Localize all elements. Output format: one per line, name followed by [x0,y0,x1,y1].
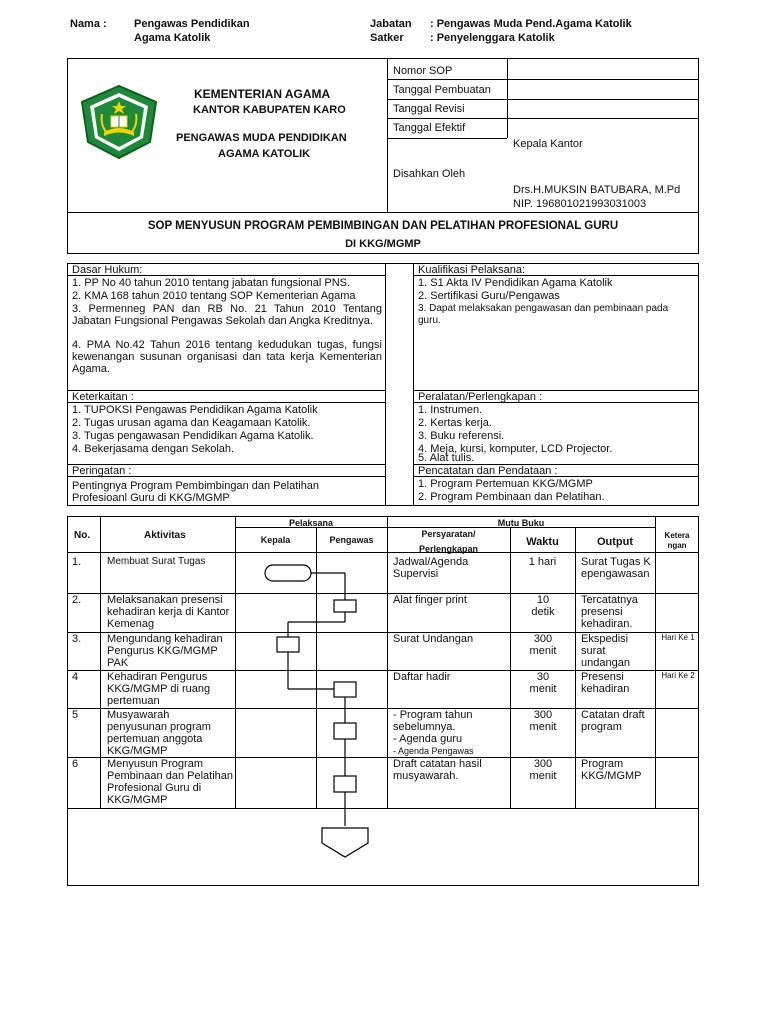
sop-title-line2: DI KKG/MGMP [345,238,421,250]
col-waktu-header: Waktu [526,536,559,548]
tanggal-efektif-label: Tanggal Efektif [393,122,466,134]
table-row-waktu: 300 menit [529,633,557,657]
satker-label: Satker [370,32,404,44]
table-row-persyaratan: - Agenda guru [393,733,463,745]
nomor-sop-label: Nomor SOP [393,65,453,77]
table-row-persyaratan: Surat Undangan [393,633,474,645]
col-aktivitas-header: Aktivitas [144,530,186,541]
peralatan-item: 1. Instrumen. [418,404,483,416]
tanggal-pembuatan-label: Tanggal Pembuatan [393,84,491,96]
col-kepala-header: Kepala [260,535,291,545]
kualifikasi-title: Kualifikasi Pelaksana: [418,264,526,276]
flowchart-process-box [277,637,299,652]
keterkaitan-item: 1. TUPOKSI Pengawas Pendidikan Agama Katolik [72,404,318,416]
table-row-aktivitas: Membuat Surat Tugas [107,556,206,567]
table-row-persyaratan: Daftar hadir [393,671,451,683]
pencatatan-item: 1. Program Pertemuan KKG/MGMP [418,478,593,490]
table-row-keterangan: Hari Ke 2 [661,671,695,680]
unit-line1: PENGAWAS MUDA PENDIDIKAN [176,132,347,144]
kualifikasi-item: 2. Sertifikasi Guru/Pengawas [418,290,560,302]
keterkaitan-item: 2. Tugas urusan agama dan Keagamaan Katolik. [72,417,311,429]
table-row-waktu: 1 hari [528,556,557,568]
table-row-persyaratan: - Agenda Pengawas [393,746,474,756]
keterkaitan-title: Keterkaitan : [72,391,134,403]
col-pengawas-header: Pengawas [329,535,374,545]
col-no-header: No. [74,530,91,541]
peralatan-item: 3. Buku referensi. [418,430,505,442]
flowchart-process-box [334,723,356,739]
satker-value: : Penyelenggara Katolik [430,32,555,44]
dasar-hukum-title: Dasar Hukum: [72,264,143,276]
table-row-aktivitas: Kehadiran Pengurus KKG/MGMP di ruang pertemuan [107,671,211,707]
kepala-kantor-label: Kepala Kantor [513,138,583,150]
table-row-output: Presensi kehadiran [581,671,630,695]
table-row-no: 2. [72,594,82,606]
table-row-aktivitas: Menyusun Program Pembinaan dan Pelatihan Profesional Guru di KKG/MGMP [107,758,233,806]
table-row-aktivitas: Melaksanakan presensi kehadiran kerja di Kantor Kemenag [107,594,230,630]
flowchart-process-box [334,600,356,612]
col-persyaratan-header-2: Perlengkapan [418,544,479,554]
table-row-output: Catatan draft program [581,709,645,733]
jabatan-label: Jabatan [370,18,412,30]
dasar-hukum-item: 4. PMA No.42 Tahun 2016 tentang kedudukan tugas, fungsi kewenangan susunan organisasi dan tata kerja Kementerian Agama. [72,339,382,375]
office-name: KANTOR KABUPATEN KARO [193,104,346,116]
table-row-persyaratan: - Program tahun sebelumnya. [393,709,473,733]
sop-title-line1: SOP MENYUSUN PROGRAM PEMBIMBINGAN DAN PELATIHAN PROFESIONAL GURU [147,220,619,232]
table-row-keterangan: Hari Ke 1 [661,633,695,642]
col-keterangan-header: Ketera [664,531,690,540]
table-row-output: Program KKG/MGMP [581,758,642,782]
peralatan-item: 2. Kertas kerja. [418,417,492,429]
table-row-persyaratan: Jadwal/Agenda Supervisi [393,556,469,580]
table-row-output: Tercatatnya presensi kehadiran. [581,594,638,630]
table-row-no: 4 [72,671,79,683]
flowchart-process-box [334,682,356,697]
table-row-waktu: 300 menit [529,758,557,782]
peralatan-title: Peralatan/Perlengkapan : [418,391,543,403]
peralatan-item: 4. Meja, kursi, komputer, LCD Projector. [418,443,613,455]
col-keterangan-header-2: ngan [667,541,687,550]
tanggal-revisi-label: Tanggal Revisi [393,103,465,115]
table-row-aktivitas: Mengundang kehadiran Pengurus KKG/MGMP PAK [107,633,223,669]
table-row-waktu: 30 menit [529,671,557,695]
pencatatan-title: Pencatatan dan Pendataan : [418,465,558,477]
col-output-header: Output [596,536,634,548]
table-row-persyaratan: Draft catatan hasil musyawarah. [393,758,482,782]
table-row-no: 5 [72,709,79,721]
table-row-output: Ekspedisi surat undangan [581,633,630,669]
table-row-no: 1. [72,556,82,568]
col-persyaratan-header: Persyaratan/ [421,529,476,539]
col-mutu-header: Mutu Buku [497,518,545,528]
dasar-hukum-item: 3. Permenneg PAN dan RB No. 21 Tahun 2010 Tentang Jabatan Fungsional Pengawas Sekolah dan Angka Kreditnya. [72,303,382,327]
keterkaitan-item: 3. Tugas pengawasan Pendidikan Agama Katolik. [72,430,314,442]
table-row-waktu: 300 menit [529,709,557,733]
dasar-hukum-item: 1. PP No 40 tahun 2010 tentang jabatan fungsional PNS. [72,277,351,289]
signer-nip: NIP. 196801021993031003 [513,198,647,210]
nama-value-line1: Pengawas Pendidikan [134,18,250,30]
nama-value-line2: Agama Katolik [134,32,211,44]
nama-label: Nama : [70,18,107,30]
table-row-waktu: 10 detik [531,594,555,618]
signer-name: Drs.H.MUKSIN BATUBARA, M.Pd [513,184,681,196]
peringatan-title: Peringatan : [72,465,132,477]
ministry-name: KEMENTERIAN AGAMA [194,87,331,101]
keterkaitan-item: 4. Bekerjasama dengan Sekolah. [72,443,235,455]
peringatan-text: Pentingnya Program Pembimbingan dan Pelatihan Profesioanl Guru di KKG/MGMP [72,480,320,504]
table-row-no: 3. [72,633,82,645]
flowchart-process-box [334,776,356,792]
col-pelaksana-header: Pelaksana [288,518,334,528]
flowchart-start-terminator [265,565,311,581]
peralatan-item: 5. Alat tulis. [418,452,475,464]
unit-line2: AGAMA KATOLIK [218,148,311,160]
kualifikasi-item: 1. S1 Akta IV Pendidikan Agama Katolik [418,277,613,289]
disahkan-oleh-label: Disahkan Oleh [393,168,466,180]
flowchart-offpage-connector [322,828,368,857]
dasar-hukum-item: 2. KMA 168 tahun 2010 tentang SOP Kementerian Agama [72,290,356,302]
jabatan-value: : Pengawas Muda Pend.Agama Katolik [430,18,632,30]
table-row-output: Surat Tugas Kepengawasan [581,556,651,580]
table-row-persyaratan: Alat finger print [393,594,467,606]
table-row-aktivitas: Musyawarah penyusunan program pertemuan anggota KKG/MGMP [107,709,211,757]
pencatatan-item: 2. Program Pembinaan dan Pelatihan. [418,491,605,503]
table-row-no: 6 [72,758,79,770]
kualifikasi-item: 3. Dapat melaksakan pengawasan dan pembinaan pada guru. [418,303,669,326]
